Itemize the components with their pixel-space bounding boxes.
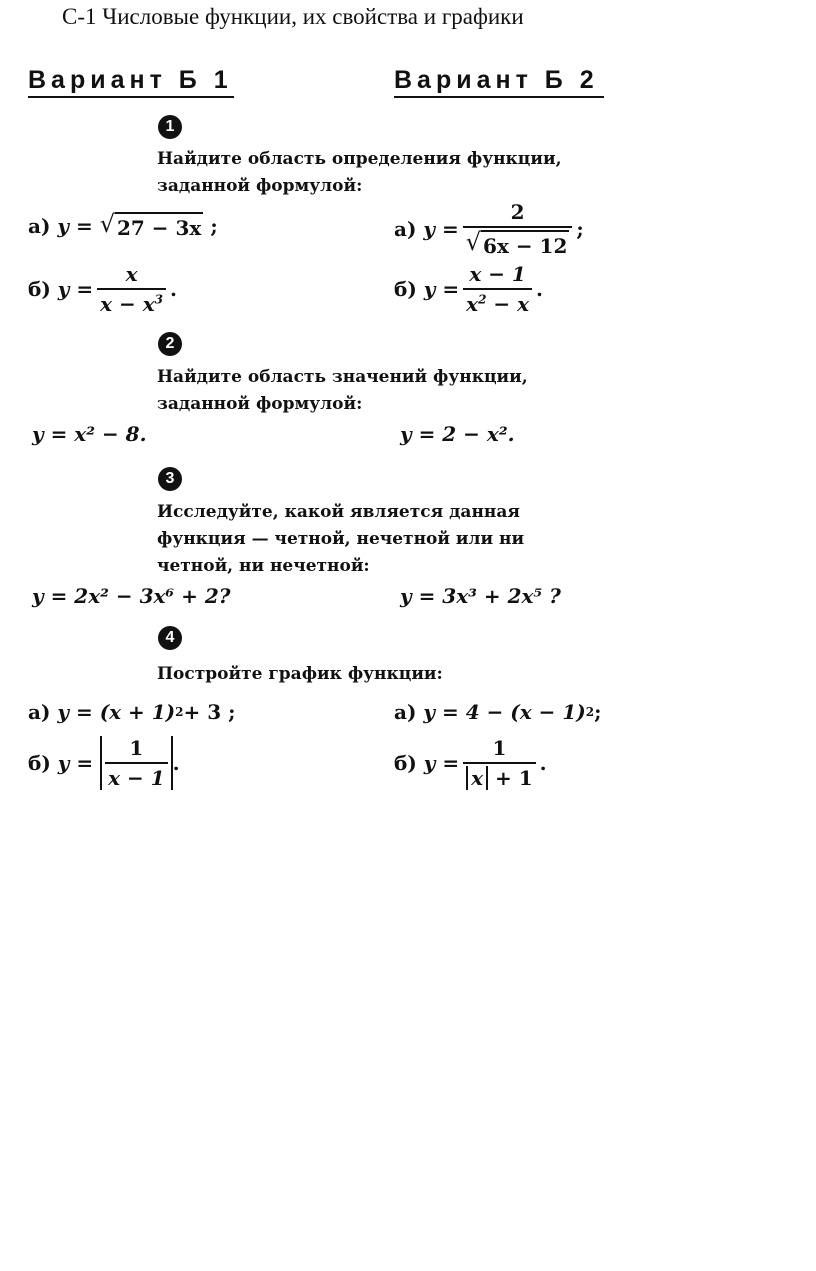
label-a: а)	[394, 217, 417, 241]
task-1-number: 1	[158, 115, 182, 139]
fraction: $\frac{x}{x - x^3}$	[97, 262, 166, 316]
formula-4b-right: б) y = $\frac{1}{x + 1}$ .	[394, 736, 547, 790]
label-a: а)	[28, 700, 51, 724]
formula-1b-left: б) y = $\frac{x}{x - x^3}$ .	[28, 262, 177, 316]
variant-right-header: Вариант Б 2	[394, 66, 599, 94]
formula-3-left: y = 2x² − 3x⁶ + 2?	[32, 584, 231, 608]
task-3-text: Исследуйте, какой является данная функция — четной, нечетной или ни четной, ни нечетной:	[157, 502, 525, 576]
fraction: $\frac{1}{x + 1}$	[463, 736, 536, 790]
task-1-text: Найдите область определения функции, заданной формулой:	[157, 149, 562, 196]
variant-left-header: Вариант Б 1	[28, 66, 233, 94]
fraction: $\frac{x - 1}{x^2 - x}$	[463, 262, 532, 316]
formula-1a-right: а) y = 2 √ 6x − 12 ;	[394, 200, 584, 258]
label-b: б)	[394, 277, 417, 301]
label-b: б)	[28, 751, 51, 775]
formula-4b-left: б) y = $\frac{1}{x - 1}$ .	[28, 736, 180, 790]
task-4-text: Постройте график функции:	[157, 664, 443, 684]
sqrt-expression: √ 27 − 3x	[99, 210, 202, 240]
label-a: а)	[28, 214, 51, 238]
formula-4a-left: а) y = (x + 1) 2 + 3 ;	[28, 700, 236, 724]
formula-2-right: y = 2 − x².	[400, 422, 515, 446]
task-3-number: 3	[158, 467, 182, 491]
formula-1b-right: б) y = $\frac{x - 1}{x^2 - x}$ .	[394, 262, 543, 316]
formula-1a-left: а) y = √ 27 − 3x ;	[28, 210, 218, 240]
label-b: б)	[28, 277, 51, 301]
absolute-value: $\frac{1}{x - 1}$	[100, 736, 173, 790]
label-b: б)	[394, 751, 417, 775]
page-title: С-1 Числовые функции, их свойства и графики	[62, 4, 524, 29]
task-2-text: Найдите область значений функции, заданной формулой:	[157, 367, 528, 414]
formula-2-left: y = x² − 8.	[32, 422, 147, 446]
fraction: 2 √ 6x − 12	[463, 200, 573, 258]
label-a: а)	[394, 700, 417, 724]
variant-right-underline	[394, 96, 604, 98]
task-4-number: 4	[158, 626, 182, 650]
task-2-number: 2	[158, 332, 182, 356]
formula-4a-right: а) y = 4 − (x − 1) 2 ;	[394, 700, 602, 724]
variant-left-underline	[28, 96, 234, 98]
formula-3-right: y = 3x³ + 2x⁵ ?	[400, 584, 561, 608]
